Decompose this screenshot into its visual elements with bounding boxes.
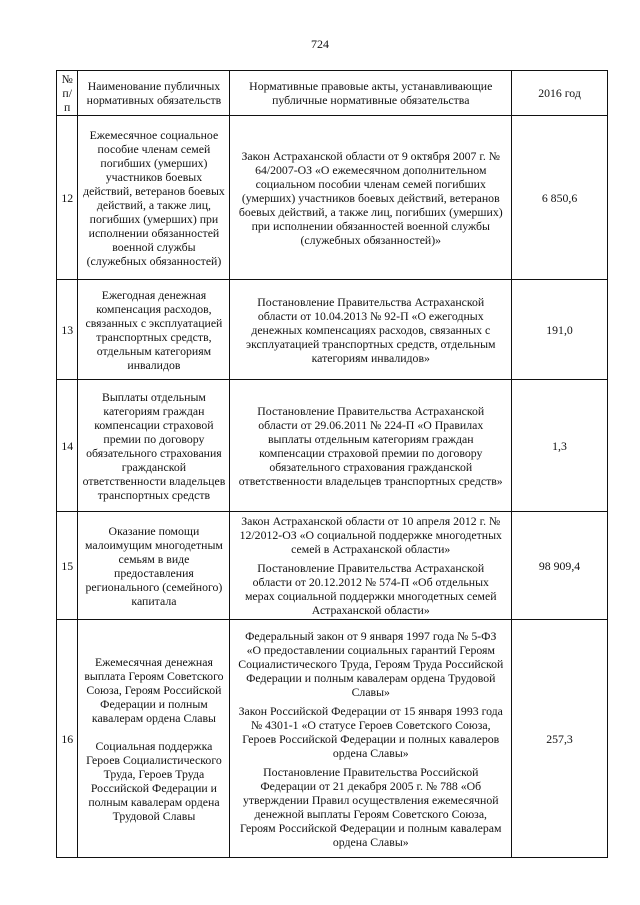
obligation-name (78, 380, 230, 512)
amount-2016: 98 909,4 (512, 512, 608, 620)
header-year: 2016 год (512, 71, 608, 116)
obligation-name-text: Выплаты отдельным категориям граждан компенсации страховой премии по договору обязательного страхования гражданской ответственности владельцев транспортных средств (82, 389, 226, 502)
table-header-row (57, 71, 608, 116)
row-number: 12 (57, 116, 78, 280)
obligations-table (56, 70, 608, 858)
table-row (57, 620, 608, 858)
legal-act: Закон Астраханской области от 10 апреля 2012 г. № 12/2012-ОЗ «О социальной поддержке многодетных семей в Астраханской области» (239, 514, 502, 556)
obligation-name-text: Ежемесячная денежная выплата Героям Советского Союза, Героям Российской Федерации и полным кавалерам ордена Славы (84, 654, 224, 725)
header-acts: Нормативные правовые акты, устанавливающие публичные нормативные обязательства (230, 71, 512, 116)
legal-act: Постановление Правительства Астраханской области от 10.04.2013 № 92-П «О ежегодных денежных компенсациях расходов, связанных с эксплуатацией транспортных средств, отдельным категориям инвалидов» (246, 294, 496, 365)
obligation-name-text: Социальная поддержка Героев Социалистического Труда, Героев Труда Российской Федерации и полным кавалерам ордена Трудовой Славы (86, 738, 222, 823)
legal-act: Закон Астраханской области от 9 октября 2007 г. № 64/2007-ОЗ «О ежемесячном дополнительном социальном пособии членам семей погибших (умерших) участников боевых действий, ветеранов боевых действий, а также лиц, погибших (умерших) при исполнении обязанностей военной службы (служебных обязанностей)» (238, 148, 503, 247)
obligation-name (78, 280, 230, 380)
row-number: 15 (57, 512, 78, 620)
amount-2016: 257,3 (512, 620, 608, 858)
amount-2016: 1,3 (512, 380, 608, 512)
legal-acts-cell (230, 620, 512, 858)
obligation-name (78, 116, 230, 280)
row-number: 14 (57, 380, 78, 512)
obligation-name (78, 512, 230, 620)
table-row (57, 116, 608, 280)
legal-act: Постановление Правительства Астраханской области от 20.12.2012 № 574-П «Об отдельных мерах социальной поддержки многодетных семей Астраханской области» (244, 561, 497, 617)
legal-acts-cell (230, 512, 512, 620)
legal-acts-cell (230, 280, 512, 380)
legal-act: Федеральный закон от 9 января 1997 года № 5-ФЗ «О предоставлении социальных гарантий Героям Социалистического Труда, Героям Труда Российской Федерации и полным кавалерам ордена Трудовой Славы» (238, 628, 504, 699)
legal-act: Постановление Правительства Астраханской области от 29.06.2011 № 224-П «О Правилах выплаты отдельным категориям граждан компенсации страховой премии по договору обязательного страхования гражданской ответственности владельцев транспортных средств» (238, 403, 503, 488)
amount-2016: 191,0 (512, 280, 608, 380)
obligation-name (78, 620, 230, 858)
table-row (57, 512, 608, 620)
table-row (57, 380, 608, 512)
obligation-name-text: Ежемесячное социальное пособие членам семей погибших (умерших) участников боевых действий, ветеранов боевых действий, а также лиц, погибших (умерших) при исполнении обязанностей военной службы (служебных обязанностей) (83, 127, 225, 268)
page-number: 724 (311, 37, 329, 51)
obligation-name-text: Ежегодная денежная компенсация расходов, связанных с эксплуатацией транспортных средств, отдельным категориям инвалидов (85, 287, 223, 372)
header-name: Наименование публичных нормативных обязательств (78, 71, 230, 116)
legal-act: Постановление Правительства Российской Федерации от 21 декабря 2005 г. № 788 «Об утверждении Правил осуществления ежемесячной денежной выплаты Героям Советского Союза, Героям Российской Федерации и полным кавалерам ордена Славы» (240, 764, 502, 849)
obligation-name-text: Оказание помощи малоимущим многодетным семьям в виде предоставления регионального (семейного) капитала (84, 523, 223, 608)
amount-2016: 6 850,6 (512, 116, 608, 280)
legal-acts-cell (230, 380, 512, 512)
row-number: 13 (57, 280, 78, 380)
table-row (57, 280, 608, 380)
legal-acts-cell (230, 116, 512, 280)
row-number: 16 (57, 620, 78, 858)
header-num: № п/п (57, 71, 78, 116)
legal-act: Закон Российской Федерации от 15 января 1993 года № 4301-1 «О статусе Героев Советского Союза, Героев Российской Федерации и полных кавалеров ордена Славы» (238, 703, 503, 760)
